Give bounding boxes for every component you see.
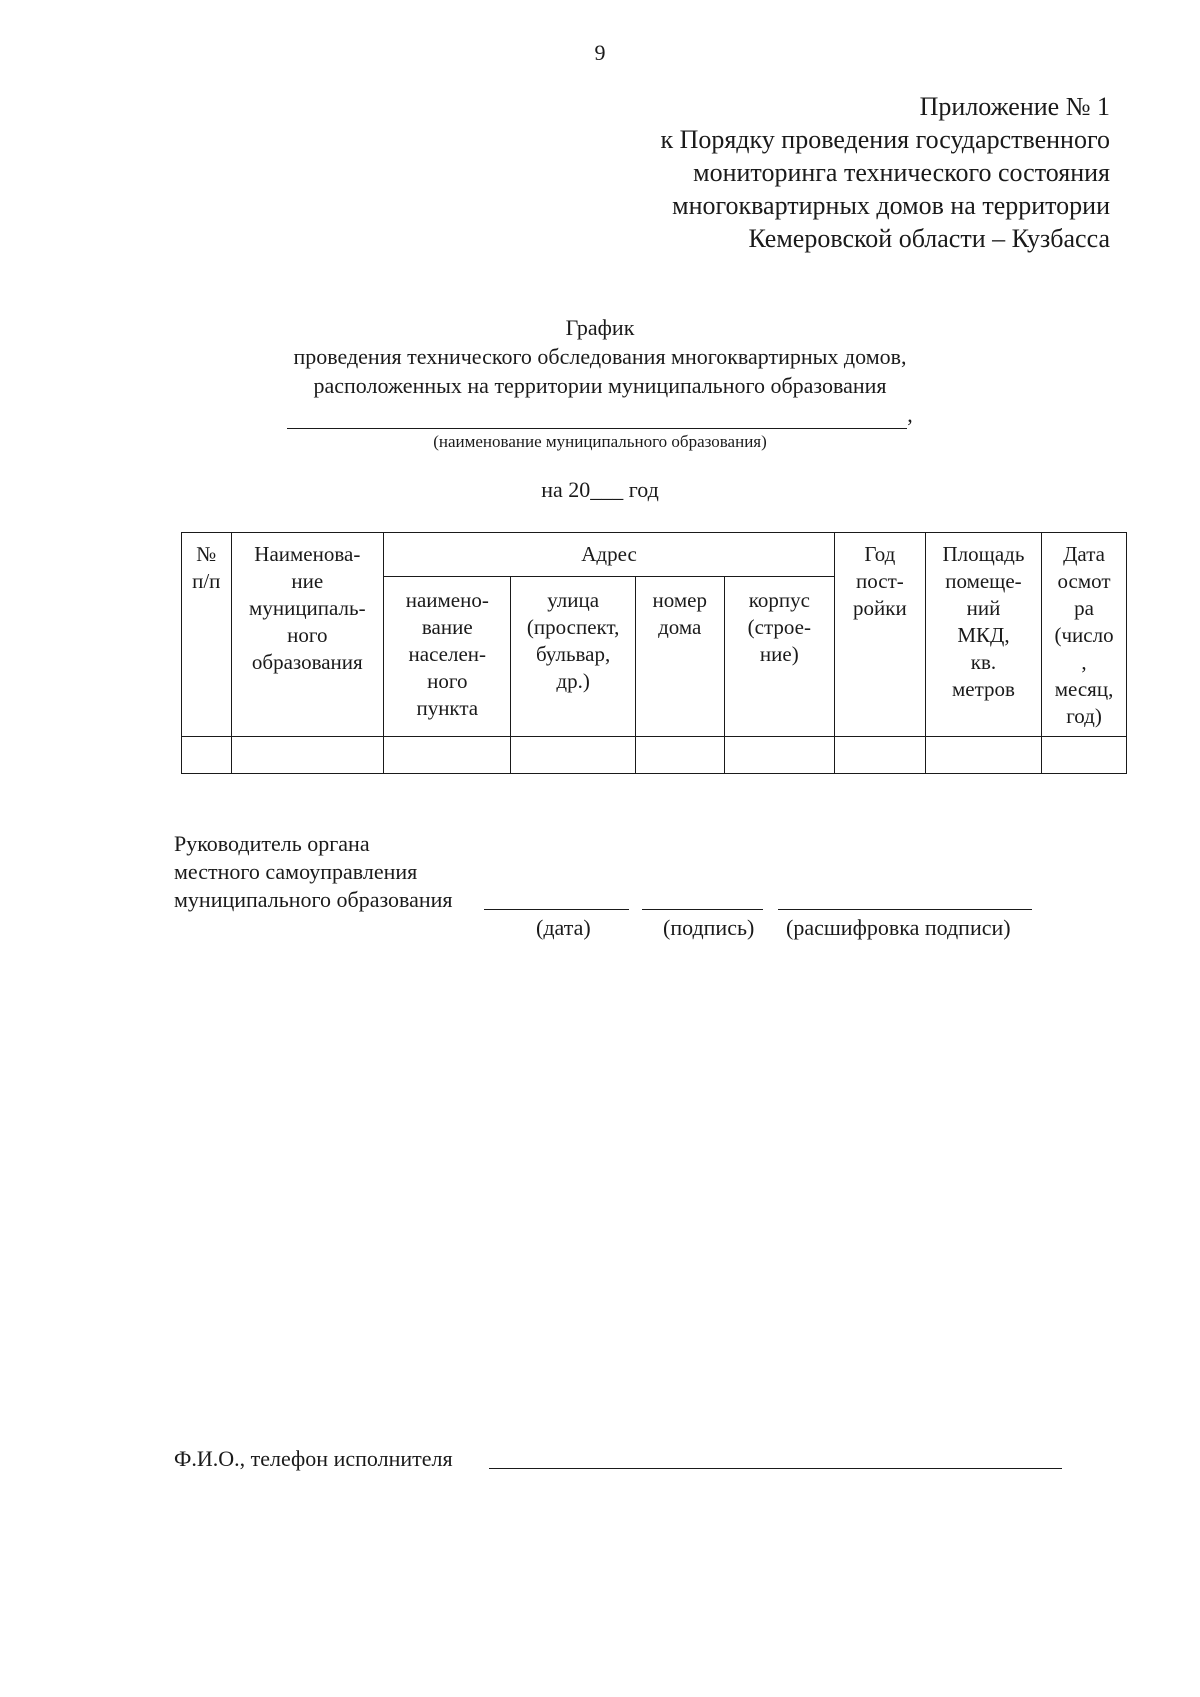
title-line: проведения технического обследования многоквартирных домов, [293, 344, 907, 369]
date-label: (дата) [536, 915, 591, 940]
header-text: улица [547, 588, 600, 613]
header-text: осмот [1057, 569, 1111, 593]
signature-blank [642, 908, 763, 910]
header-text: ние [291, 569, 324, 593]
decoding-blank [778, 908, 1032, 910]
appendix-line: Приложение № 1 [919, 92, 1110, 121]
header-text: ра [1074, 596, 1094, 620]
header-text: ний [966, 596, 1001, 620]
header-text: корпус [748, 588, 810, 613]
signature-label: (подпись) [663, 915, 755, 940]
appendix-line: мониторинга технического состояния [693, 158, 1110, 187]
header-text: (число [1054, 623, 1114, 647]
header-text: бульвар, [536, 642, 611, 667]
table-cell [1042, 737, 1127, 774]
appendix-line: Кемеровской области – Кузбасса [748, 224, 1110, 253]
header-street [511, 577, 635, 737]
header-text: МКД, [957, 623, 1010, 647]
header-text: пункта [416, 696, 479, 721]
header-text: ние) [759, 642, 799, 667]
header-text: ного [427, 669, 468, 694]
header-text: , [1081, 650, 1087, 674]
header-municipality [231, 533, 384, 737]
header-text: Наименова- [254, 542, 361, 566]
header-text: помеще- [945, 569, 1022, 593]
signature-line: муниципального образования [174, 887, 453, 912]
title-heading: График [565, 315, 635, 340]
signature-line: местного самоуправления [174, 859, 418, 884]
table-cell [231, 737, 384, 774]
header-text: № [196, 542, 217, 566]
table-cell [834, 737, 925, 774]
header-text: др.) [556, 669, 590, 694]
header-text: дома [658, 615, 702, 640]
header-num [182, 533, 232, 737]
header-year-built [834, 533, 925, 737]
header-text: ного [287, 623, 328, 647]
header-text: месяц, [1054, 677, 1114, 701]
header-text: метров [951, 677, 1015, 701]
executor-row [174, 1445, 1134, 1473]
executor-blank [489, 1467, 1062, 1469]
municipality-blank [287, 406, 907, 429]
table-cell [511, 737, 635, 774]
header-text: вание [421, 615, 473, 640]
appendix-line: многоквартирных домов на территории [672, 191, 1110, 220]
table-cell [925, 737, 1041, 774]
municipality-blank-row [0, 400, 1200, 429]
header-area [925, 533, 1041, 737]
header-address: Адрес [384, 533, 835, 577]
blank-suffix: , [907, 402, 913, 427]
appendix-header [510, 90, 1110, 255]
header-text: (строе- [747, 615, 811, 640]
header-text: Площадь [942, 542, 1025, 566]
header-text: Дата [1063, 542, 1105, 566]
header-house [635, 577, 724, 737]
header-text: п/п [192, 569, 221, 593]
table-cell [724, 737, 834, 774]
header-text: (проспект, [526, 615, 620, 640]
year-line: на 20___ год [541, 477, 659, 502]
header-text: Год [864, 542, 896, 566]
appendix-line: к Порядку проведения государственного [660, 125, 1110, 154]
header-text: образования [251, 650, 363, 674]
header-text: пост- [855, 569, 904, 593]
header-text: кв. [970, 650, 997, 674]
document-title [0, 313, 1200, 453]
signature-labels [174, 914, 1134, 944]
title-line: расположенных на территории муниципального образования [313, 373, 887, 398]
date-blank [484, 908, 629, 910]
table-cell [384, 737, 511, 774]
table-row [182, 737, 1127, 774]
header-inspection-date [1042, 533, 1127, 737]
table-cell [635, 737, 724, 774]
header-text: муниципаль- [249, 596, 366, 620]
executor-label: Ф.И.О., телефон исполнителя [174, 1446, 453, 1471]
page-number: 9 [594, 40, 606, 65]
header-text: год) [1066, 704, 1102, 728]
header-settlement [384, 577, 511, 737]
header-text: наимено- [405, 588, 489, 613]
table-cell [182, 737, 232, 774]
municipality-hint: (наименование муниципального образования) [433, 432, 767, 451]
decoding-label: (расшифровка подписи) [786, 915, 1011, 940]
header-text: ройки [853, 596, 907, 620]
header-text: номер [652, 588, 707, 613]
header-text: населен- [408, 642, 487, 667]
header-building [724, 577, 834, 737]
signature-block [174, 830, 1134, 944]
signature-row [174, 886, 1134, 914]
signature-line: Руководитель органа [174, 831, 370, 856]
schedule-table [181, 532, 1127, 774]
